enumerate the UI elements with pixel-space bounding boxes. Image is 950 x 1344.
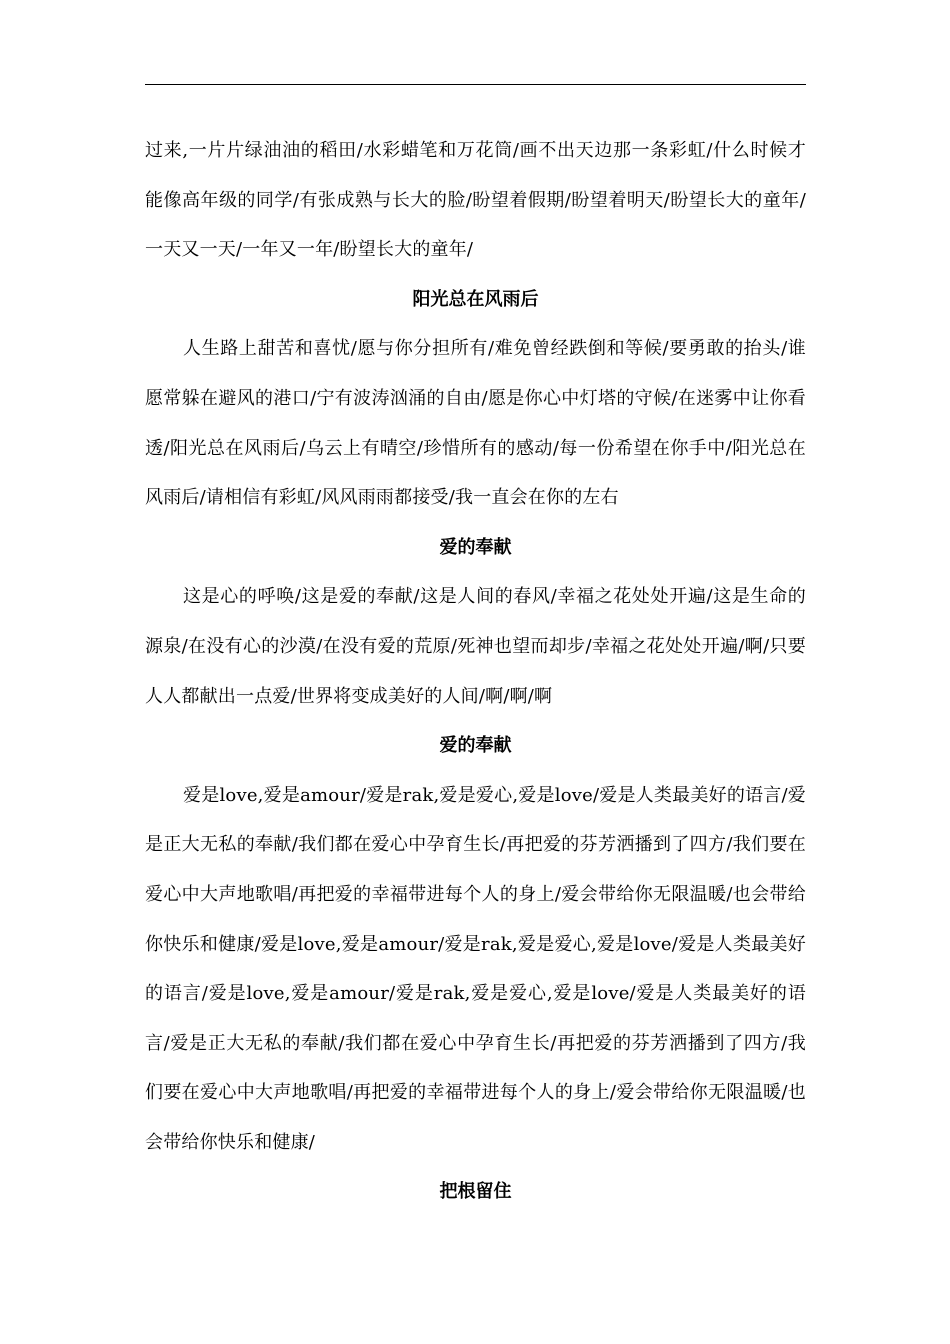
lyrics-paragraph: 这是心的呼唤/这是爱的奉献/这是人间的春风/幸福之花处处开遍/这是生命的源泉/在没有心的沙漠/在没有爱的荒原/死神也望而却步/幸福之花处处开遍/啊/只要人人都献出一点爱/世界将变成美好的人间/啊/啊/啊 xyxy=(145,586,806,707)
document-body xyxy=(145,126,806,1217)
song-title: 阳光总在风雨后 xyxy=(412,288,539,310)
lyrics-paragraph: 过来,一片片绿油油的稻田/水彩蜡笔和万花筒/画不出天边那一条彩虹/什么时候才能像高年级的同学/有张成熟与长大的脸/盼望着假期/盼望着明天/盼望长大的童年/一天又一天/一年又一年/盼望长大的童年/ xyxy=(145,140,806,261)
lyrics-paragraph: 人生路上甜苦和喜忧/愿与你分担所有/难免曾经跌倒和等候/要勇敢的抬头/谁愿常躲在避风的港口/宁有波涛汹涌的自由/愿是你心中灯塔的守候/在迷雾中让你看透/阳光总在风雨后/乌云上有晴空/珍惜所有的感动/每一份希望在你手中/阳光总在风雨后/请相信有彩虹/风风雨雨都接受/我一直会在你的左右 xyxy=(145,338,806,509)
song-title: 爱的奉献 xyxy=(439,735,512,757)
song-title: 把根留住 xyxy=(439,1181,512,1203)
header-rule xyxy=(145,84,806,85)
song-title: 爱的奉献 xyxy=(439,536,512,558)
lyrics-paragraph: 爱是love,爱是amour/爱是rak,爱是爱心,爱是love/爱是人类最美好的语言/爱是正大无私的奉献/我们都在爱心中孕育生长/再把爱的芬芳洒播到了四方/我们要在爱心中大声地歌唱/再把爱的幸福带进每个人的身上/爱会带给你无限温暖/也会带给你快乐和健康/爱是love,爱是amour/爱是rak,爱是爱心,爱是love/爱是人类最美好的语言/爱是love,爱是amour/爱是rak,爱是爱心,爱是love/爱是人类最美好的语言/爱是正大无私的奉献/我们都在爱心中孕育生长/再把爱的芬芳洒播到了四方/我们要在爱心中大声地歌唱/再把爱的幸福带进每个人的身上/爱会带给你无限温暖/也会带给你快乐和健康/ xyxy=(145,784,806,1153)
